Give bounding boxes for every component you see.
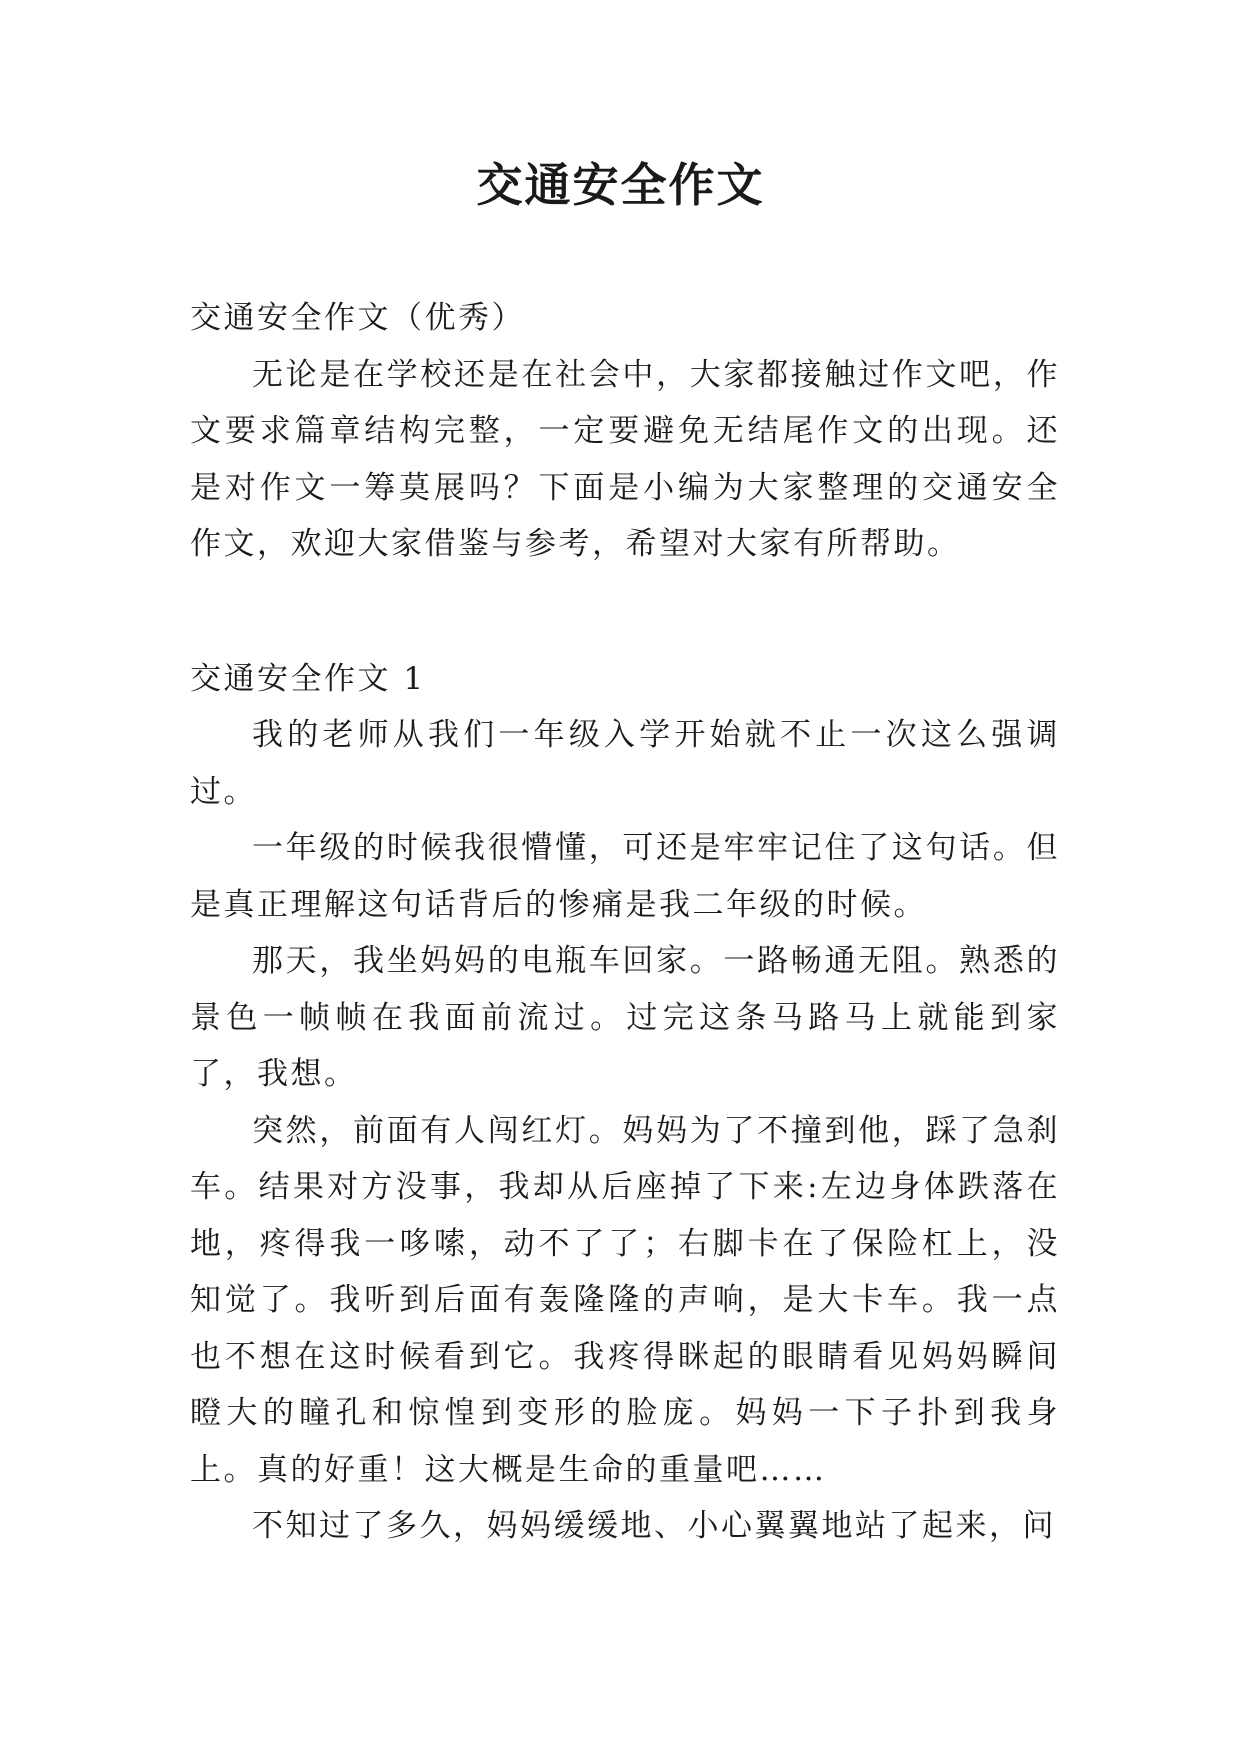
body-paragraph: 一年级的时候我很懵懂，可还是牢牢记住了这句话。但是真正理解这句话背后的惨痛是我二年级的时候。 (190, 830, 1060, 923)
body-paragraph: 我的老师从我们一年级入学开始就不止一次这么强调过。 (190, 717, 1060, 810)
document-title: 交通安全作文 (476, 158, 765, 212)
intro-heading: 交通安全作文（优秀） (190, 300, 525, 336)
body-paragraph: 突然，前面有人闯红灯。妈妈为了不撞到他，踩了急刹车。结果对方没事，我却从后座掉了下来:左边身体跌落在地，疼得我一哆嗦，动不了了；右脚卡在了保险杠上，没知觉了。我听到后面有轰隆隆的声响，是大卡车。我一点也不想在这时候看到它。我疼得眯起的眼睛看见妈妈瞬间瞪大的瞳孔和惊惶到变形的脸庞。妈妈一下子扑到我身上。真的好重！这大概是生命的重量吧…… (190, 1112, 1060, 1488)
body-paragraph: 那天，我坐妈妈的电瓶车回家。一路畅通无阻。熟悉的景色一帧帧在我面前流过。过完这条马路马上就能到家了，我想。 (190, 943, 1060, 1092)
document-body (190, 290, 1060, 1555)
intro-paragraph: 无论是在学校还是在社会中，大家都接触过作文吧，作文要求篇章结构完整，一定要避免无结尾作文的出现。还是对作文一筹莫展吗？下面是小编为大家整理的交通安全作文，欢迎大家借鉴与参考，希望对大家有所帮助。 (190, 356, 1060, 562)
section-heading: 交通安全作文 1 (190, 660, 426, 697)
section-spacer (190, 573, 1060, 651)
body-paragraph: 不知过了多久，妈妈缓缓地、小心翼翼地站了起来，问 (252, 1508, 1056, 1544)
